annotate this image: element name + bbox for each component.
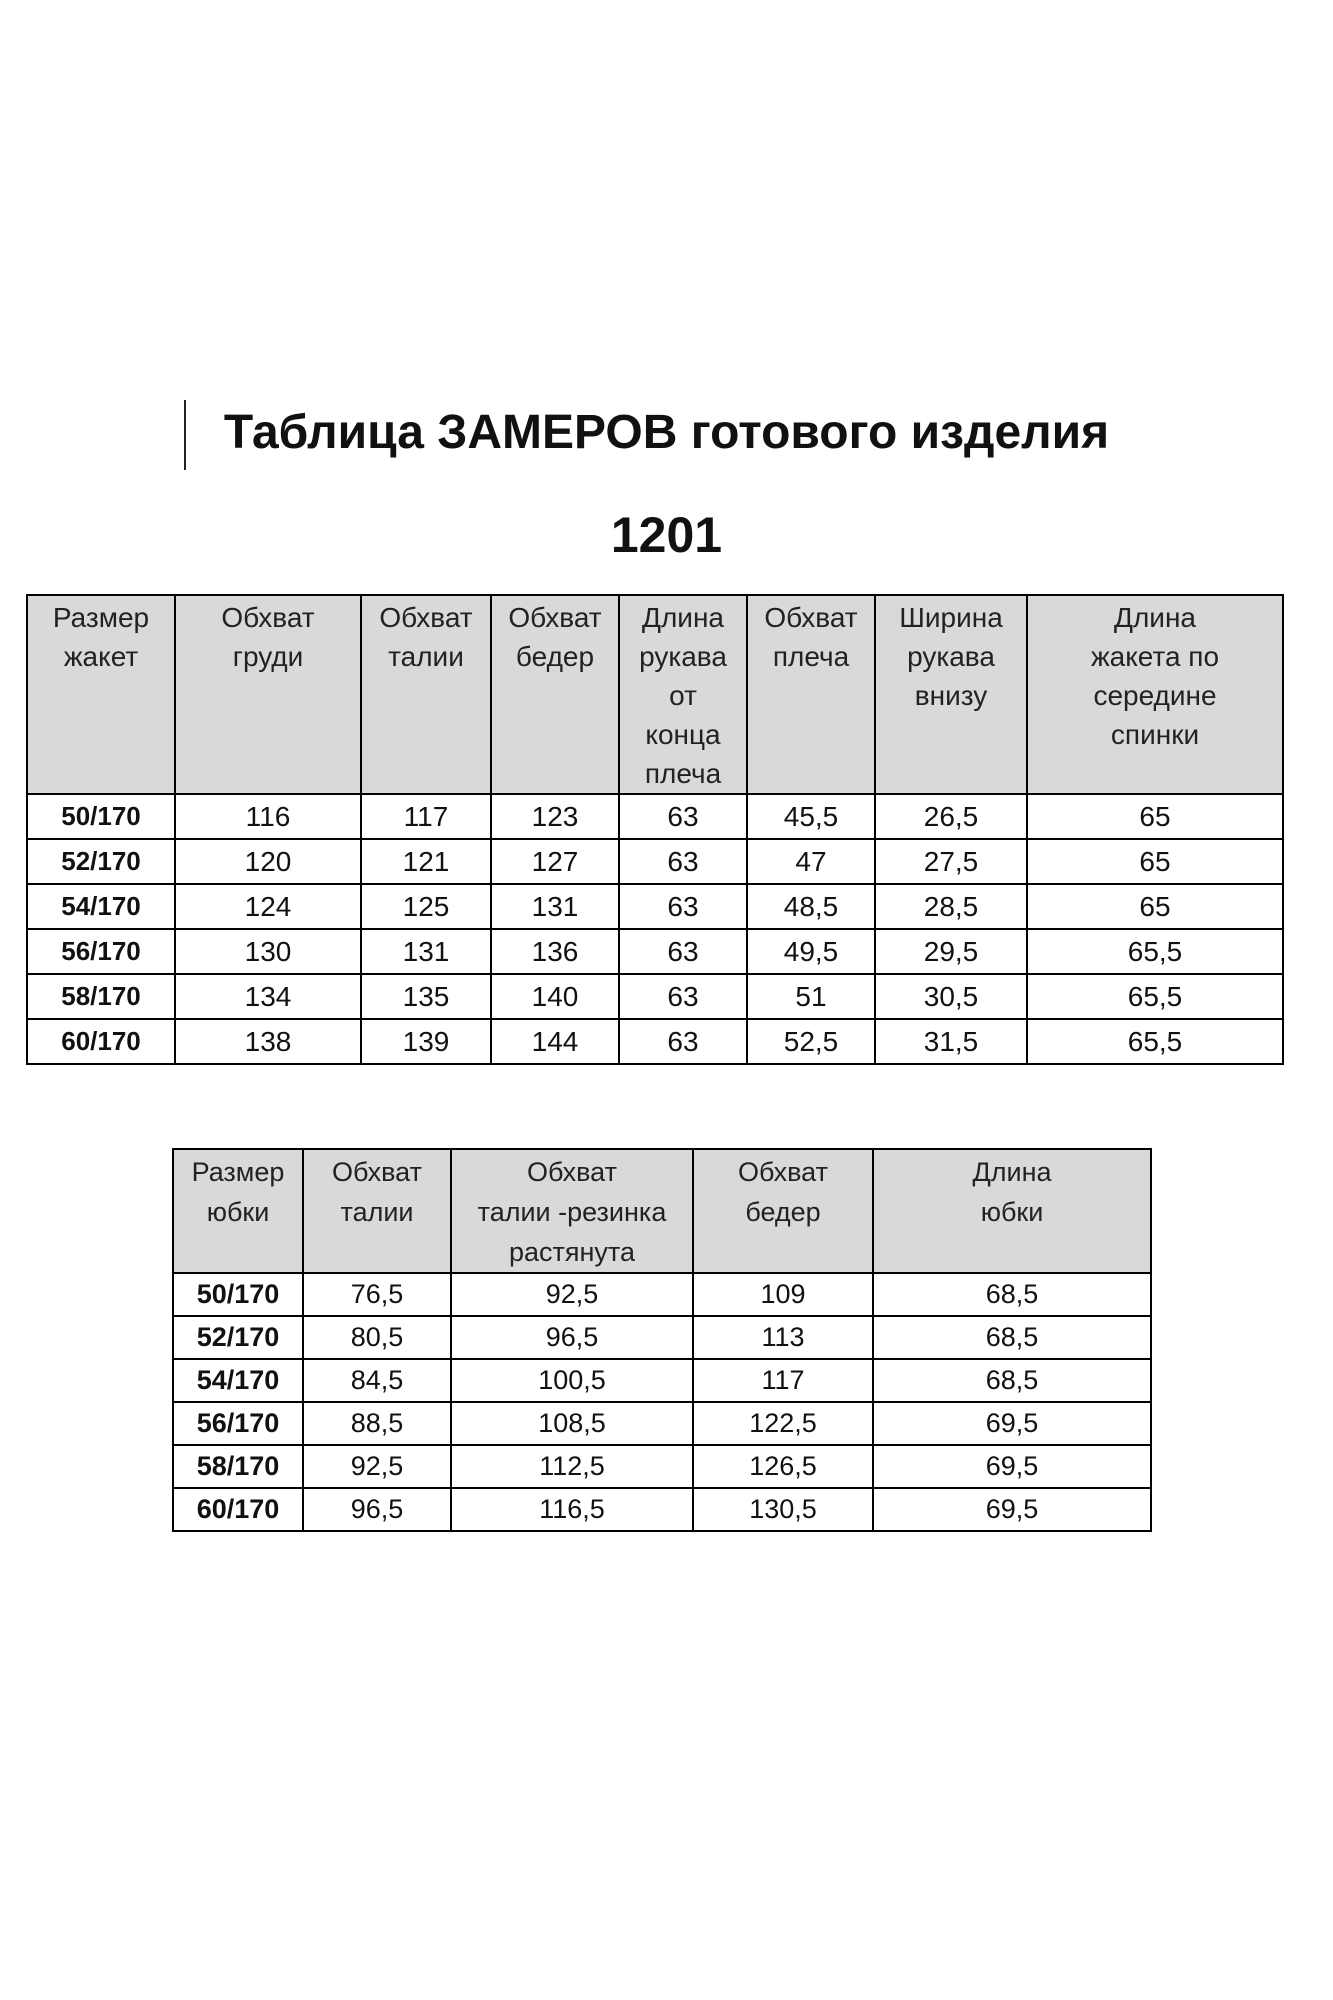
table-row xyxy=(27,839,1283,884)
measurement-cell: 63 xyxy=(619,974,747,1019)
size-cell: 58/170 xyxy=(27,974,175,1019)
column-header-line: рукава xyxy=(639,641,727,672)
size-cell: 58/170 xyxy=(173,1445,303,1488)
jacket-table-body xyxy=(27,794,1283,1064)
size-cell: 60/170 xyxy=(27,1019,175,1064)
column-header-line: растянута xyxy=(508,1237,635,1267)
measurement-cell: 27,5 xyxy=(875,839,1027,884)
column-header xyxy=(173,1149,303,1273)
table-row xyxy=(27,884,1283,929)
column-header-line: Размер xyxy=(52,602,150,633)
column-header xyxy=(1027,595,1283,794)
jacket-header-row xyxy=(27,595,1283,794)
measurement-cell: 135 xyxy=(361,974,491,1019)
column-header-line: юбки xyxy=(206,1197,270,1227)
model-number: 1201 xyxy=(610,507,723,563)
measurement-cell: 117 xyxy=(693,1359,873,1402)
table-row xyxy=(27,1019,1283,1064)
column-header-line: Обхват xyxy=(738,1157,828,1187)
column-header xyxy=(451,1149,693,1273)
measurement-cell: 96,5 xyxy=(303,1488,451,1531)
column-header-line: плеча xyxy=(644,758,722,789)
measurement-cell: 26,5 xyxy=(875,794,1027,839)
column-header-line: плеча xyxy=(772,641,850,672)
size-cell: 54/170 xyxy=(173,1359,303,1402)
column-header-line: середине xyxy=(1093,680,1217,711)
measurement-cell: 65,5 xyxy=(1027,1019,1283,1064)
measurement-cell: 31,5 xyxy=(875,1019,1027,1064)
jacket-measurements-table xyxy=(26,594,1284,1065)
size-cell: 52/170 xyxy=(173,1316,303,1359)
table-row xyxy=(173,1316,1151,1359)
measurement-cell: 63 xyxy=(619,884,747,929)
measurement-cell: 109 xyxy=(693,1273,873,1316)
measurement-cell: 116 xyxy=(175,794,361,839)
measurement-cell: 131 xyxy=(491,884,619,929)
column-header-line: конца xyxy=(645,719,721,750)
column-header-line: Длина xyxy=(972,1157,1052,1187)
measurement-cell: 138 xyxy=(175,1019,361,1064)
measurement-cell: 76,5 xyxy=(303,1273,451,1316)
skirt-table-body xyxy=(173,1273,1151,1531)
column-header-line: спинки xyxy=(1110,719,1200,750)
column-header xyxy=(747,595,875,794)
size-cell: 50/170 xyxy=(173,1273,303,1316)
measurement-cell: 63 xyxy=(619,839,747,884)
measurement-cell: 65 xyxy=(1027,794,1283,839)
measurement-cell: 68,5 xyxy=(873,1316,1151,1359)
column-header-line: жакета по xyxy=(1090,641,1220,672)
size-cell: 52/170 xyxy=(27,839,175,884)
measurement-cell: 63 xyxy=(619,929,747,974)
measurement-cell: 122,5 xyxy=(693,1402,873,1445)
measurement-cell: 65 xyxy=(1027,839,1283,884)
measurement-cell: 63 xyxy=(619,1019,747,1064)
measurement-cell: 92,5 xyxy=(451,1273,693,1316)
measurement-cell: 125 xyxy=(361,884,491,929)
column-header xyxy=(27,595,175,794)
column-header-line: Обхват xyxy=(508,602,602,633)
measurement-cell: 134 xyxy=(175,974,361,1019)
column-header xyxy=(303,1149,451,1273)
column-header-line: от xyxy=(669,680,697,711)
column-header-line: груди xyxy=(232,641,304,672)
measurement-cell: 69,5 xyxy=(873,1445,1151,1488)
column-header-line: Обхват xyxy=(527,1157,617,1187)
measurement-cell: 84,5 xyxy=(303,1359,451,1402)
table-row xyxy=(173,1488,1151,1531)
measurement-cell: 127 xyxy=(491,839,619,884)
skirt-measurements-table xyxy=(172,1148,1152,1532)
measurement-cell: 100,5 xyxy=(451,1359,693,1402)
measurement-cell: 52,5 xyxy=(747,1019,875,1064)
column-header xyxy=(361,595,491,794)
measurement-cell: 124 xyxy=(175,884,361,929)
column-header xyxy=(491,595,619,794)
column-header-line: бедер xyxy=(515,641,595,672)
measurement-cell: 130 xyxy=(175,929,361,974)
measurement-cell: 139 xyxy=(361,1019,491,1064)
measurement-cell: 96,5 xyxy=(451,1316,693,1359)
column-header-line: Обхват xyxy=(764,602,858,633)
column-header xyxy=(619,595,747,794)
measurement-cell: 51 xyxy=(747,974,875,1019)
measurement-cell: 116,5 xyxy=(451,1488,693,1531)
column-header-line: талии xyxy=(340,1197,414,1227)
column-header-line: Ширина xyxy=(899,602,1003,633)
column-header-line: жакет xyxy=(63,641,139,672)
measurement-cell: 108,5 xyxy=(451,1402,693,1445)
measurement-cell: 63 xyxy=(619,794,747,839)
column-header-line: Размер xyxy=(191,1157,285,1187)
table-row xyxy=(27,974,1283,1019)
measurement-cell: 49,5 xyxy=(747,929,875,974)
column-header xyxy=(693,1149,873,1273)
measurement-cell: 68,5 xyxy=(873,1273,1151,1316)
measurement-cell: 65,5 xyxy=(1027,974,1283,1019)
table-row xyxy=(173,1445,1151,1488)
measurement-cell: 69,5 xyxy=(873,1488,1151,1531)
column-header xyxy=(175,595,361,794)
measurement-cell: 140 xyxy=(491,974,619,1019)
measurement-cell: 45,5 xyxy=(747,794,875,839)
measurement-cell: 47 xyxy=(747,839,875,884)
measurement-cell: 28,5 xyxy=(875,884,1027,929)
column-header xyxy=(873,1149,1151,1273)
skirt-header-row xyxy=(173,1149,1151,1273)
measurement-cell: 88,5 xyxy=(303,1402,451,1445)
measurement-cell: 80,5 xyxy=(303,1316,451,1359)
measurement-cell: 68,5 xyxy=(873,1359,1151,1402)
measurement-cell: 130,5 xyxy=(693,1488,873,1531)
measurement-cell: 121 xyxy=(361,839,491,884)
measurement-cell: 144 xyxy=(491,1019,619,1064)
measurement-cell: 113 xyxy=(693,1316,873,1359)
column-header-line: талии -резинка xyxy=(477,1197,667,1227)
column-header-line: юбки xyxy=(980,1197,1044,1227)
size-cell: 56/170 xyxy=(173,1402,303,1445)
measurement-cell: 29,5 xyxy=(875,929,1027,974)
table-row xyxy=(27,794,1283,839)
column-header-line: Обхват xyxy=(221,602,315,633)
column-header-line: Длина xyxy=(1114,602,1196,633)
measurement-cell: 136 xyxy=(491,929,619,974)
column-header-line: Обхват xyxy=(379,602,473,633)
measurement-cell: 65 xyxy=(1027,884,1283,929)
measurement-cell: 112,5 xyxy=(451,1445,693,1488)
measurement-cell: 123 xyxy=(491,794,619,839)
measurement-cell: 126,5 xyxy=(693,1445,873,1488)
measurement-cell: 65,5 xyxy=(1027,929,1283,974)
measurement-cell: 30,5 xyxy=(875,974,1027,1019)
size-cell: 56/170 xyxy=(27,929,175,974)
measurement-cell: 131 xyxy=(361,929,491,974)
table-row xyxy=(173,1359,1151,1402)
size-cell: 50/170 xyxy=(27,794,175,839)
column-header-line: рукава xyxy=(907,641,995,672)
table-row xyxy=(173,1402,1151,1445)
size-cell: 60/170 xyxy=(173,1488,303,1531)
document-title: Таблица ЗАМЕРОВ готового изделия xyxy=(223,406,1110,459)
measurement-cell: 48,5 xyxy=(747,884,875,929)
column-header xyxy=(875,595,1027,794)
table-row xyxy=(27,929,1283,974)
measurement-cell: 120 xyxy=(175,839,361,884)
column-header-line: внизу xyxy=(914,680,988,711)
measurement-cell: 69,5 xyxy=(873,1402,1151,1445)
size-cell: 54/170 xyxy=(27,884,175,929)
column-header-line: бедер xyxy=(745,1197,821,1227)
measurement-cell: 92,5 xyxy=(303,1445,451,1488)
column-header-line: Обхват xyxy=(332,1157,422,1187)
column-header-line: талии xyxy=(388,641,464,672)
measurement-cell: 117 xyxy=(361,794,491,839)
table-row xyxy=(173,1273,1151,1316)
column-header-line: Длина xyxy=(642,602,724,633)
